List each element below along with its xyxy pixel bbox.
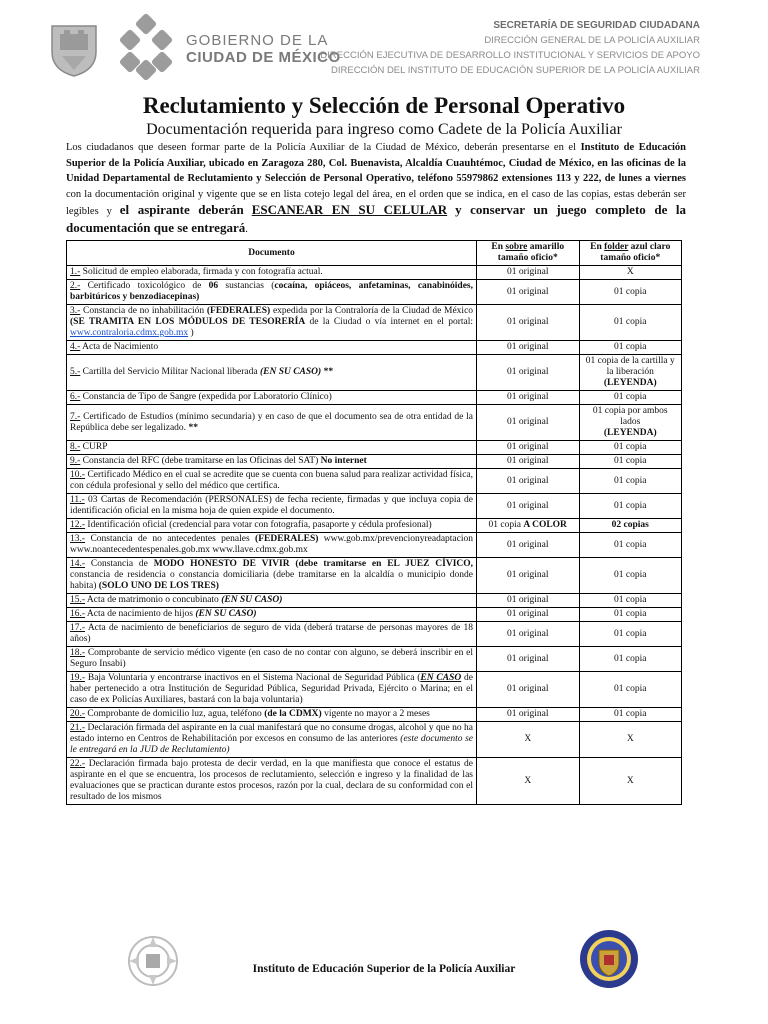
folder-legend: (LEYENDA) xyxy=(603,378,657,388)
document-cell xyxy=(67,519,477,533)
intro-paragraph xyxy=(66,140,686,237)
row-number: 5.- xyxy=(70,367,81,377)
institute-seal-icon xyxy=(578,928,640,990)
table-row xyxy=(67,494,682,519)
document-cell xyxy=(67,494,477,519)
sobre-cell: 01 original xyxy=(477,441,580,455)
folder-cell: 01 copia xyxy=(579,708,682,722)
document-text: Constancia de Tipo de Sangre (expedida por Laboratorio Clínico) xyxy=(82,392,332,402)
government-wordmark xyxy=(186,32,341,68)
document-cell xyxy=(67,441,477,455)
sobre-cell: 01 original xyxy=(477,647,580,672)
folder-cell: 01 copia xyxy=(579,622,682,647)
cdmx-logo-icon xyxy=(114,14,178,80)
document-cell xyxy=(67,405,477,441)
row-number: 18.- xyxy=(70,648,86,658)
row-number: 20.- xyxy=(70,709,86,719)
folder-cell: X xyxy=(579,758,682,805)
row-number: 11.- xyxy=(70,495,85,505)
document-text: Comprobante de domicilio luz, agua, teléfono xyxy=(87,709,262,719)
document-emphasis: (de la CDMX) xyxy=(264,709,322,719)
sobre-cell: 01 original xyxy=(477,405,580,441)
document-note: (EN SU CASO) xyxy=(195,609,257,619)
sobre-cell xyxy=(477,519,580,533)
document-text: Comprobante de servicio médico vigente (en caso de no contar con alguno, se deberá inscribir en el Seguro Insabi) xyxy=(70,648,474,669)
document-text: Constancia del RFC (debe tramitarse en las Oficinas del SAT) xyxy=(82,456,319,466)
document-emphasis: MODO HONESTO DE VIVIR (debe tramitarse en EL JUEZ CÍVICO, xyxy=(153,559,474,569)
table-row xyxy=(67,608,682,622)
row-number: 21.- xyxy=(70,723,86,733)
document-text: Acta de matrimonio o concubinato xyxy=(86,595,219,605)
table-row xyxy=(67,441,682,455)
document-text: Certificado de Estudios (mínimo secundaria) y en caso de que el documento sea de otra entidad de la República debe ser legalizado. xyxy=(70,411,473,433)
document-emphasis: (FEDERALES) xyxy=(255,534,319,544)
sobre-cell: 01 original xyxy=(477,622,580,647)
sobre-cell: 01 original xyxy=(477,341,580,355)
document-cell xyxy=(67,280,477,305)
document-emphasis: (SOLO UNO DE LOS TRES) xyxy=(98,581,219,591)
header-text: azul claro tamaño oficio* xyxy=(600,242,671,263)
folder-text: 01 copia por ambos lados xyxy=(592,406,668,427)
cdmx-coat-of-arms-icon xyxy=(46,18,102,78)
document-cell xyxy=(67,533,477,558)
document-text: expedida por la Contraloría de la Ciudad de México xyxy=(272,306,474,316)
document-text: ) xyxy=(190,328,194,338)
table-row xyxy=(67,355,682,391)
header-text: En xyxy=(590,242,602,252)
document-text: vigente no mayor a 2 meses xyxy=(324,709,430,719)
intro-text: Los ciudadanos que deseen formar parte de la Policía Auxiliar de la Ciudad de México, deberán presentarse en el xyxy=(66,142,576,153)
row-number: 22.- xyxy=(70,759,86,769)
sobre-cell: 01 original xyxy=(477,672,580,708)
document-text: Declaración firmada bajo protesta de decir verdad, en la que manifiesta que conoce el estatus de aspirante en el que se encuentra, los procesos de reclutamiento, selección e ingreso y la finalidad de las evaluaciones que se practican durante estos procesos, razón por la cual, declara de su conformidad con el resultado de los mismos xyxy=(70,759,474,802)
document-text: Solicitud de empleo elaborada, firmada y con fotografía actual. xyxy=(82,267,323,277)
row-number: 14.- xyxy=(70,559,86,569)
table-row xyxy=(67,533,682,558)
document-cell xyxy=(67,341,477,355)
document-note: EN CASO xyxy=(420,673,462,683)
document-cell xyxy=(67,608,477,622)
folder-legend: (LEYENDA) xyxy=(603,428,657,438)
agency-line: DIRECCIÓN GENERAL DE LA POLICÍA AUXILIAR xyxy=(484,35,700,46)
table-row xyxy=(67,708,682,722)
row-number: 9.- xyxy=(70,456,81,466)
document-text: 03 Cartas de Recomendación (PERSONALES) de fecha reciente, firmadas y que incluya copia de identificación oficial en la misma hoja de quien expide el documento. xyxy=(70,495,474,516)
folder-cell: 01 copia xyxy=(579,647,682,672)
document-note: (EN SU CASO) xyxy=(259,367,322,377)
folder-cell: 01 copia xyxy=(579,391,682,405)
document-cell xyxy=(67,305,477,341)
row-number: 8.- xyxy=(70,442,81,452)
row-number: 6.- xyxy=(70,392,81,402)
table-row xyxy=(67,594,682,608)
document-emphasis: cocaína, opiáceos, anfetaminas, canabinóides, barbitúricos y benzodiacepinas) xyxy=(70,281,474,302)
footer-institute-name: Instituto de Educación Superior de la Policía Auxiliar xyxy=(252,963,516,975)
table-row xyxy=(67,519,682,533)
sobre-cell: 01 original xyxy=(477,266,580,280)
document-cell xyxy=(67,266,477,280)
table-row xyxy=(67,305,682,341)
column-header-sobre xyxy=(477,241,580,266)
row-number: 10.- xyxy=(70,470,86,480)
agency-block xyxy=(320,18,700,78)
folder-cell: 01 copia xyxy=(579,305,682,341)
document-text: Constancia de no antecedentes penales xyxy=(90,534,250,544)
folder-text: 01 copia de la cartilla y la liberación xyxy=(585,356,675,377)
sobre-cell: 01 original xyxy=(477,355,580,391)
folder-cell: 02 copias xyxy=(579,519,682,533)
row-number: 3.- xyxy=(70,306,81,316)
sobre-cell: X xyxy=(477,722,580,758)
folder-cell: 01 copia xyxy=(579,558,682,594)
document-text: constancia de residencia o constancia domiciliaria (debe tramitarse en la alcaldía o municipio donde habita) xyxy=(70,570,473,591)
row-number: 13.- xyxy=(70,534,86,544)
document-cell xyxy=(67,355,477,391)
document-text: de haber pertenecido a otra Institución de Seguridad Pública, Seguridad Privada, Ejército o Marina; en el caso de ex Policías Auxiliares, bastará con la baja voluntaria) xyxy=(70,673,473,705)
table-row xyxy=(67,558,682,594)
document-cell xyxy=(67,469,477,494)
intro-emphasis: y conservar un juego completo de la documentación que se entregará xyxy=(66,202,687,235)
sobre-cell: 01 original xyxy=(477,594,580,608)
document-emphasis: (SE TRAMITA EN LOS MÓDULOS DE TESORERÍA xyxy=(70,317,306,327)
folder-cell: 01 copia xyxy=(579,441,682,455)
document-cell xyxy=(67,558,477,594)
folder-cell xyxy=(579,355,682,391)
sobre-cell: 01 original xyxy=(477,455,580,469)
agency-line: SECRETARÍA DE SEGURIDAD CIUDADANA xyxy=(493,20,700,31)
row-number: 19.- xyxy=(70,673,86,683)
document-urls: www.gob.mx/prevencionyreadaptacion www.noantecedentespenales.gob.mx www.llave.cdmx.gob.mx xyxy=(70,534,474,555)
intro-text: con la documentación original y vigente que se en lista cotejo legal del área, en el orden que se indica, en el caso de las copias, estas deberán ser legibles y xyxy=(66,188,686,217)
table-row xyxy=(67,758,682,805)
document-note: (EN SU CASO) xyxy=(221,595,283,605)
document-text: Certificado Médico en el cual se acredite que se cuenta con buena salud para realizar actividad física, con cédula profesional y sello del médico que certifica. xyxy=(70,470,473,491)
document-asterisks: ** xyxy=(323,367,334,377)
folder-cell: 01 copia xyxy=(579,672,682,708)
row-number: 17.- xyxy=(70,623,86,633)
contraloria-link[interactable]: www.contraloria.cdmx.gob.mx xyxy=(70,328,189,338)
folder-cell: 01 copia xyxy=(579,533,682,558)
header-text-underlined: folder xyxy=(604,242,629,252)
folder-cell: 01 copia xyxy=(579,608,682,622)
header-text: amarillo tamaño oficio* xyxy=(497,242,565,263)
row-number: 4.- xyxy=(70,342,81,352)
document-text: Acta de Nacimiento xyxy=(82,342,159,352)
folder-cell xyxy=(579,405,682,441)
folder-cell: 01 copia xyxy=(579,469,682,494)
table-header-row xyxy=(67,241,682,266)
sobre-text: 01 copia xyxy=(488,520,521,530)
sobre-cell: 01 original xyxy=(477,708,580,722)
letterhead xyxy=(0,0,768,92)
column-header-folder xyxy=(579,241,682,266)
document-emphasis: 06 xyxy=(208,281,219,291)
folder-cell: 01 copia xyxy=(579,341,682,355)
table-row xyxy=(67,622,682,647)
document-cell xyxy=(67,455,477,469)
table-row xyxy=(67,722,682,758)
document-subtitle: Documentación requerida para ingreso como Cadete de la Policía Auxiliar xyxy=(146,121,622,138)
government-line-2: CIUDAD DE MÉXICO xyxy=(186,49,341,66)
table-row xyxy=(67,469,682,494)
folder-cell: 01 copia xyxy=(579,594,682,608)
agency-line: DIRECCIÓN EJECUTIVA DE DESARROLLO INSTITUCIONAL Y SERVICIOS DE APOYO xyxy=(320,50,700,61)
table-row xyxy=(67,266,682,280)
intro-emphasis: el aspirante deberán xyxy=(119,202,244,217)
table-row xyxy=(67,647,682,672)
document-text: Acta de nacimiento de beneficiarios de seguro de vida (deberá tratarse de personas mayores de 18 años) xyxy=(70,623,473,644)
row-number: 1.- xyxy=(70,267,81,277)
table-row xyxy=(67,341,682,355)
document-cell xyxy=(67,758,477,805)
document-text: de la Ciudad o vía internet en el portal: xyxy=(309,317,473,327)
document-cell xyxy=(67,622,477,647)
document-text: sustancias ( xyxy=(225,281,275,291)
row-number: 16.- xyxy=(70,609,86,619)
table-row xyxy=(67,280,682,305)
document-note: (este documento se le entregará en la JUD de Reclutamiento) xyxy=(70,734,474,755)
document-cell xyxy=(67,391,477,405)
sobre-cell: 01 original xyxy=(477,494,580,519)
sobre-color-note: A COLOR xyxy=(523,520,567,530)
requirements-table xyxy=(66,240,682,805)
sobre-cell: 01 original xyxy=(477,608,580,622)
folder-cell: 01 copia xyxy=(579,494,682,519)
sobre-cell: 01 original xyxy=(477,280,580,305)
sobre-cell: 01 original xyxy=(477,533,580,558)
row-number: 15.- xyxy=(70,595,86,605)
document-emphasis: No internet xyxy=(320,456,367,466)
document-text: Constancia de no inhabilitación xyxy=(83,306,205,316)
document-emphasis: (FEDERALES) xyxy=(206,306,271,316)
document-title: Reclutamiento y Selección de Personal Operativo xyxy=(142,93,626,118)
sobre-cell: 01 original xyxy=(477,469,580,494)
header-text: En xyxy=(491,242,504,252)
table-row xyxy=(67,672,682,708)
document-text: Identificación oficial (credencial para votar con fotografía, pasaporte y cédula profesional) xyxy=(87,520,432,530)
document-text: Certificado toxicológico de xyxy=(87,281,202,291)
document-text: Baja Voluntaria y encontrarse inactivos en el Sistema Nacional de Seguridad Pública ( xyxy=(87,673,421,683)
sobre-cell: 01 original xyxy=(477,305,580,341)
table-row xyxy=(67,391,682,405)
row-number: 12.- xyxy=(70,520,86,530)
folder-cell: X xyxy=(579,266,682,280)
agency-line: DIRECCIÓN DEL INSTITUTO DE EDUCACIÓN SUPERIOR DE LA POLICÍA AUXILIAR xyxy=(331,65,700,76)
document-cell xyxy=(67,672,477,708)
table-row xyxy=(67,405,682,441)
document-text: Acta de nacimiento de hijos xyxy=(86,609,193,619)
folder-cell: 01 copia xyxy=(579,455,682,469)
intro-scan-notice: ESCANEAR EN SU CELULAR xyxy=(251,202,448,217)
sobre-cell: X xyxy=(477,758,580,805)
folder-cell: 01 copia xyxy=(579,280,682,305)
intro-period: . xyxy=(245,223,248,235)
header-text-underlined: sobre xyxy=(505,242,528,252)
sobre-cell: 01 original xyxy=(477,558,580,594)
document-cell xyxy=(67,594,477,608)
police-badge-icon xyxy=(126,934,180,988)
document-cell xyxy=(67,708,477,722)
intro-institute: Instituto de Educación Superior de la Policía Auxiliar, ubicado en Zaragoza 280, Col. Buenavista, Alcaldía Cuauhtémoc, Ciudad de México, en las oficinas de la Unidad Departamental de Reclutamiento y Selección de Personal Operativo, teléfono 55979862 extensiones 113 y 222, de lunes a viernes xyxy=(66,142,686,184)
document-text: CURP xyxy=(82,442,108,452)
table-row xyxy=(67,455,682,469)
document-asterisks: ** xyxy=(188,422,198,433)
folder-cell: X xyxy=(579,722,682,758)
document-cell xyxy=(67,647,477,672)
government-line-1: GOBIERNO DE LA xyxy=(186,32,329,49)
document-text: Declaración firmada del aspirante en la cual manifestará que no consume drogas, alcohol y que no ha estado interno en Centros de Rehabilitación por excesos en consumo de las anteriores xyxy=(70,723,474,744)
document-cell xyxy=(67,722,477,758)
document-text: Constancia de xyxy=(90,559,148,569)
column-header-document: Documento xyxy=(67,241,477,266)
row-number: 2.- xyxy=(70,281,81,291)
sobre-cell: 01 original xyxy=(477,391,580,405)
row-number: 7.- xyxy=(70,411,81,422)
document-text: Cartilla del Servicio Militar Nacional liberada xyxy=(82,367,258,377)
